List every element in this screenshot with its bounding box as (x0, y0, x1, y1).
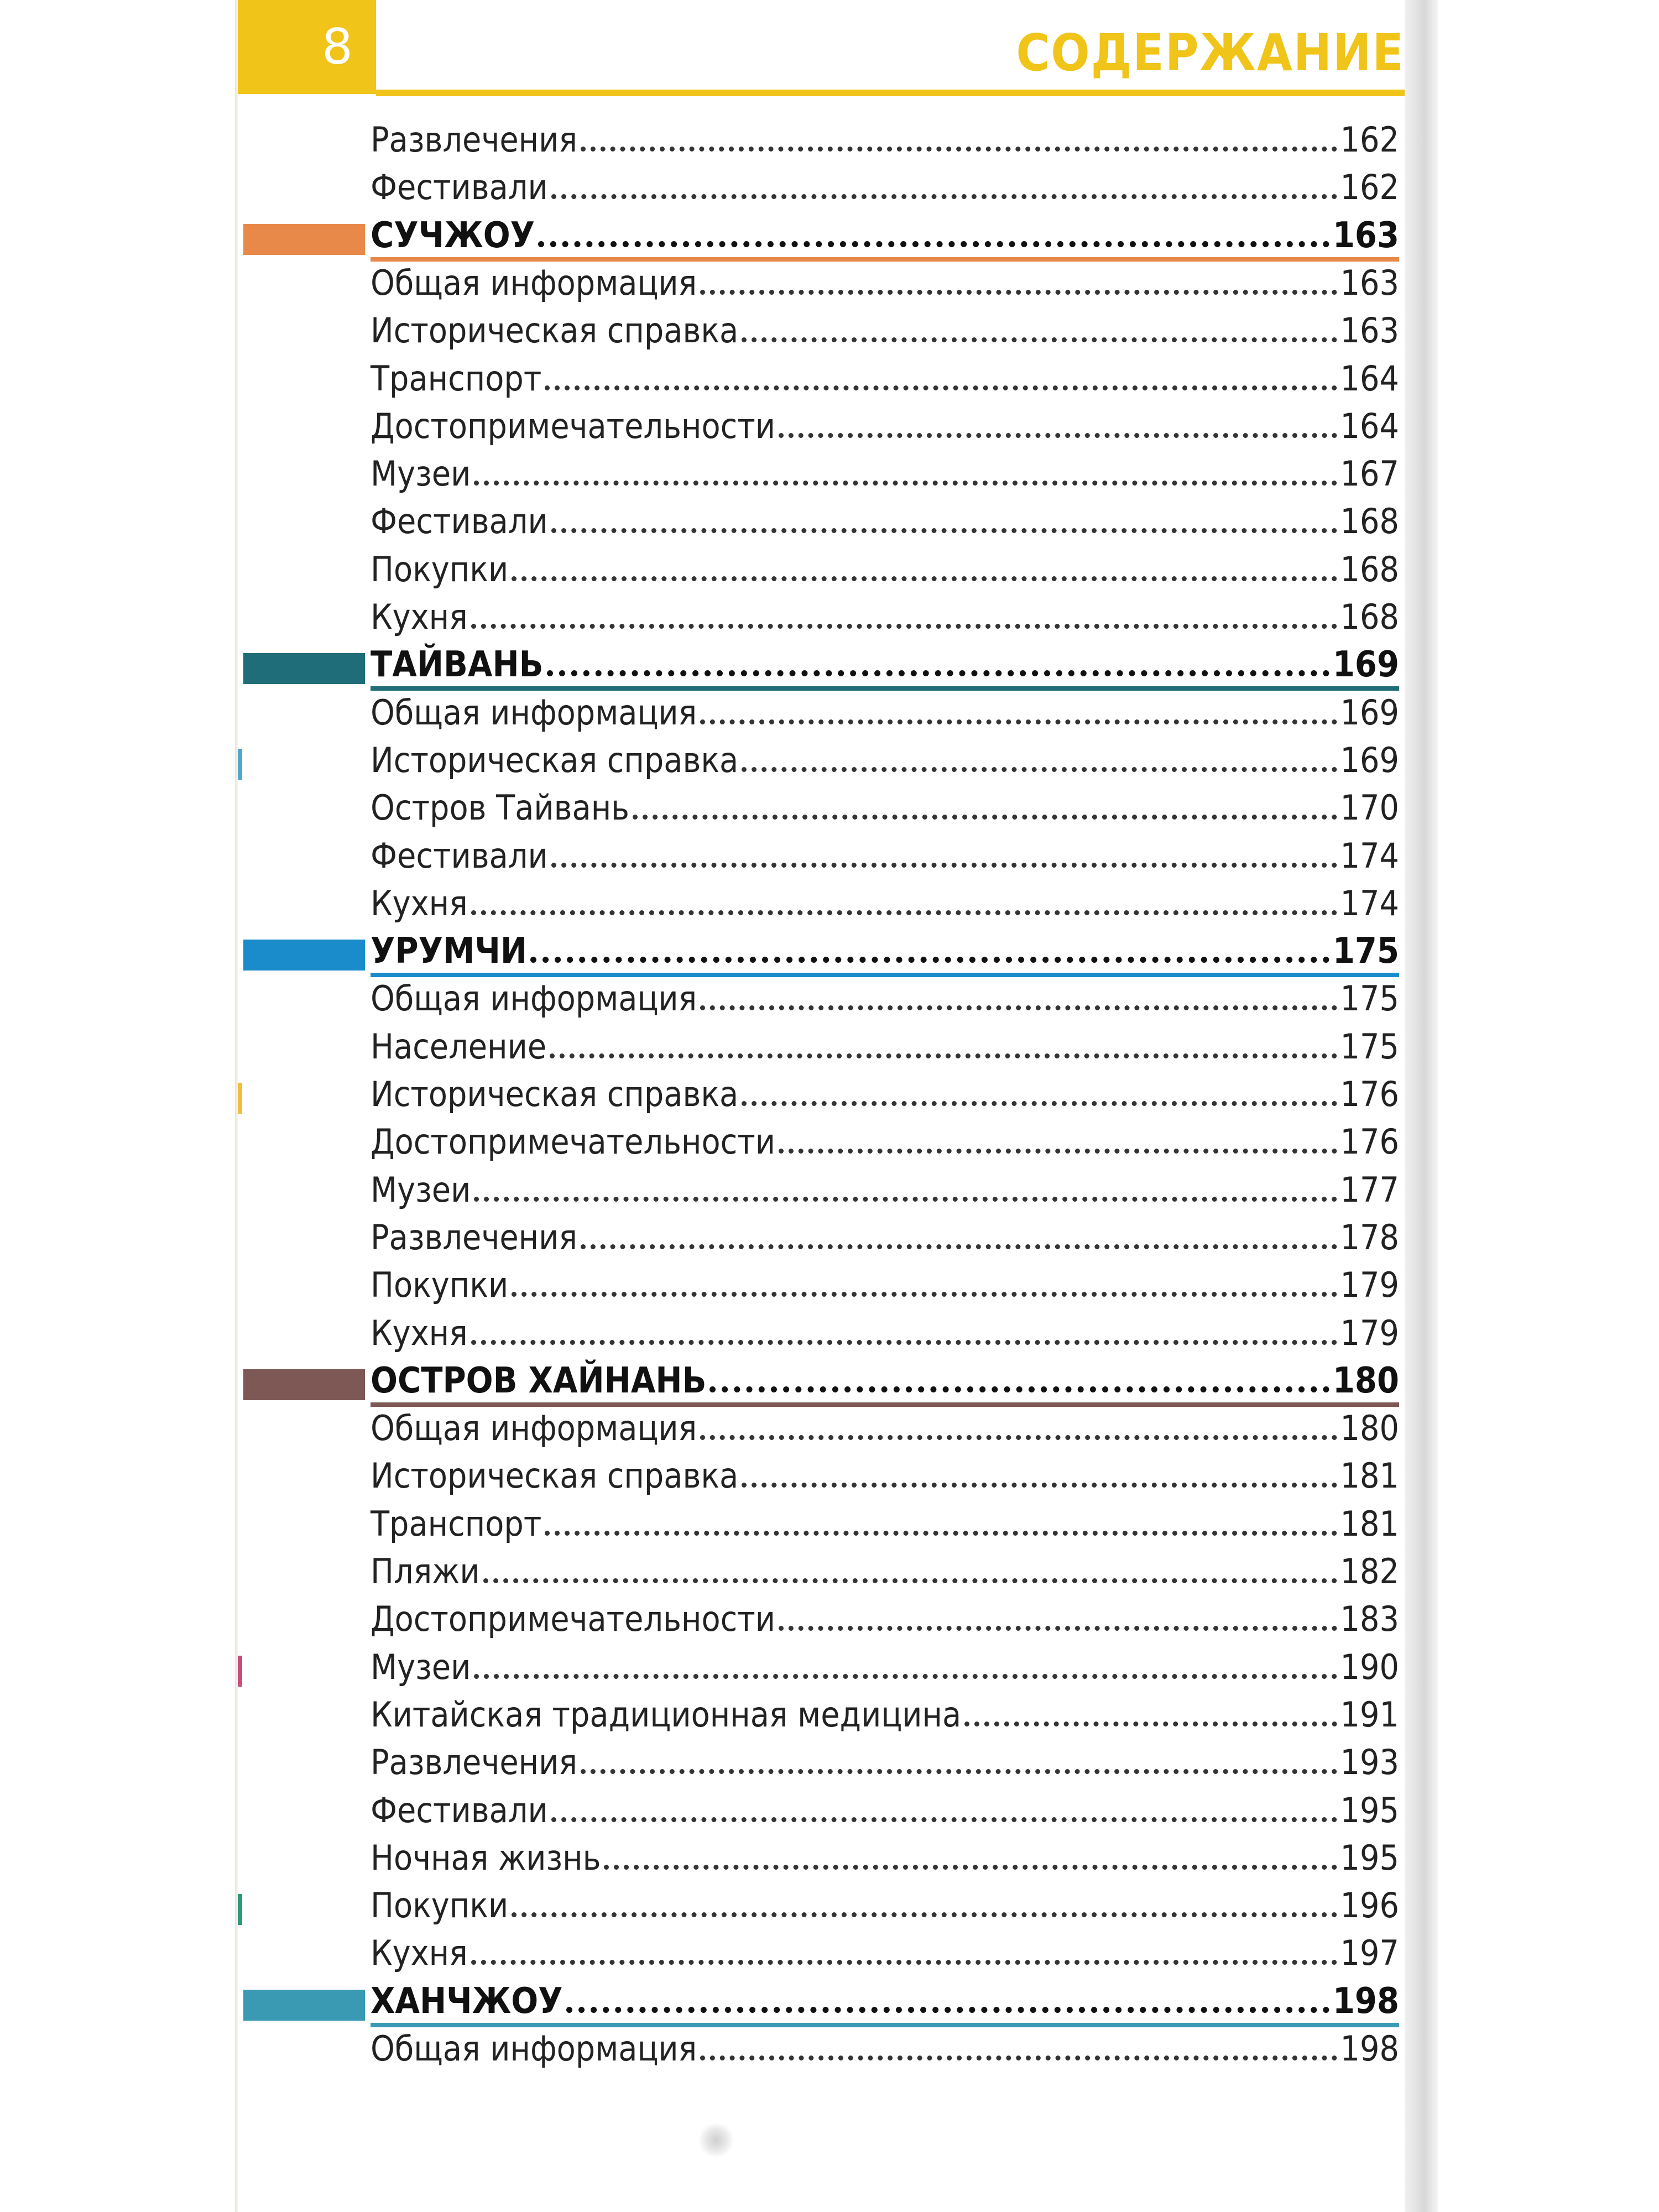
dot-leader (700, 714, 1337, 724)
toc-entry (371, 737, 1399, 784)
entry-page-number: 190 (1340, 1647, 1399, 1687)
entry-title: Население (371, 1026, 547, 1067)
entry-page-number: 181 (1340, 1504, 1399, 1544)
entry-page-number: 169 (1340, 692, 1399, 733)
entry-page-number: 175 (1340, 978, 1399, 1019)
toc-entry (371, 450, 1399, 498)
entry-title: Транспорт (371, 358, 542, 399)
dot-leader (581, 1239, 1337, 1249)
entry-page-number: 195 (1340, 1838, 1399, 1878)
entry-page-number: 195 (1340, 1790, 1399, 1830)
entry-title: Достопримечательности (371, 1121, 776, 1162)
toc-section-heading (371, 641, 1399, 688)
entry-page-number: 174 (1340, 836, 1399, 876)
entry-page-number: 162 (1340, 119, 1399, 160)
dot-leader (742, 332, 1337, 342)
section-title: УРУМЧИ (371, 931, 528, 972)
entry-title: Покупки (371, 1265, 509, 1305)
entry-page-number: 168 (1340, 597, 1399, 637)
entry-title: Историческая справка (371, 740, 739, 780)
entry-title: Историческая справка (371, 1074, 739, 1114)
entry-title: Фестивали (371, 167, 548, 207)
dot-leader (474, 1191, 1337, 1202)
toc-entry (371, 1310, 1399, 1357)
entry-page-number: 175 (1340, 1026, 1399, 1067)
entry-page-number: 198 (1340, 2028, 1399, 2069)
toc-entry (371, 116, 1399, 164)
dot-leader (550, 1048, 1337, 1058)
entry-page-number: 174 (1340, 883, 1399, 924)
entry-title: Достопримечательности (371, 406, 776, 446)
toc-entry (371, 880, 1399, 927)
toc-entry (371, 164, 1399, 211)
toc-entry (371, 1405, 1399, 1452)
dot-leader (566, 2001, 1329, 2013)
section-color-bar (243, 1369, 365, 1400)
dot-leader (700, 2050, 1337, 2060)
entry-page-number: 196 (1340, 1885, 1399, 1926)
toc-section-heading (371, 212, 1399, 259)
margin-color-tick (238, 749, 242, 780)
margin-color-tick (238, 1083, 242, 1114)
section-color-bar (243, 224, 365, 255)
toc-entry (371, 593, 1399, 641)
toc-entry (371, 355, 1399, 403)
toc-entry (371, 832, 1399, 880)
toc-entry (371, 1023, 1399, 1071)
toc-entry (371, 1166, 1399, 1214)
dot-leader (742, 1477, 1337, 1488)
entry-title: Музеи (371, 1170, 471, 1210)
entry-page-number: 177 (1340, 1170, 1399, 1210)
entry-page-number: 168 (1340, 501, 1399, 541)
dot-leader (604, 1859, 1337, 1870)
toc-entry (371, 1644, 1399, 1691)
dot-leader (512, 1907, 1337, 1917)
toc-entry (371, 1261, 1399, 1309)
dot-leader (581, 141, 1337, 152)
entry-page-number: 191 (1340, 1694, 1399, 1735)
entry-title: Транспорт (371, 1504, 542, 1544)
entry-title: Фестивали (371, 836, 548, 876)
dot-leader (471, 1334, 1337, 1345)
entry-title: Китайская традиционная медицина (371, 1694, 962, 1735)
toc-section-heading (371, 1978, 1399, 2025)
toc-entry (371, 975, 1399, 1022)
entry-title: Музеи (371, 1647, 471, 1687)
entry-page-number: 180 (1332, 1360, 1399, 1401)
dot-leader (633, 809, 1337, 820)
toc-entry (371, 1739, 1399, 1786)
toc-section-heading (371, 927, 1399, 975)
entry-page-number: 169 (1340, 740, 1399, 780)
entry-page-number: 164 (1340, 358, 1399, 399)
entry-page-number: 179 (1340, 1265, 1399, 1305)
entry-title: Историческая справка (371, 1455, 739, 1496)
entry-title: Кухня (371, 883, 468, 924)
entry-page-number: 198 (1332, 1981, 1399, 2022)
entry-title: Музеи (371, 453, 471, 494)
dot-leader (700, 1000, 1337, 1010)
entry-page-number: 164 (1340, 406, 1399, 446)
dot-leader (545, 1525, 1337, 1536)
entry-page-number: 193 (1340, 1742, 1399, 1782)
toc-entry (371, 1500, 1399, 1548)
margin-color-tick (238, 1894, 242, 1925)
toc-entry (371, 498, 1399, 545)
toc-entry (371, 1834, 1399, 1882)
dot-leader (538, 236, 1329, 247)
dot-leader (700, 1430, 1337, 1440)
dot-leader (964, 1716, 1337, 1726)
toc-entry (371, 1595, 1399, 1643)
section-title: СУЧЖОУ (371, 215, 535, 256)
dot-leader (530, 951, 1329, 963)
dot-leader (779, 1620, 1337, 1631)
toc-entry (371, 1452, 1399, 1500)
entry-title: Достопримечательности (371, 1599, 776, 1639)
entry-title: Остров Тайвань (371, 787, 630, 828)
entry-title: Покупки (371, 1885, 509, 1926)
entry-page-number: 176 (1340, 1074, 1399, 1114)
toc-entry (371, 2025, 1399, 2073)
dot-leader (512, 571, 1337, 581)
margin-color-tick (238, 1656, 242, 1687)
toc-entry (371, 1548, 1399, 1595)
entry-page-number: 163 (1332, 215, 1399, 256)
toc-entry (371, 689, 1399, 737)
toc-entry (371, 1882, 1399, 1929)
entry-title: Кухня (371, 1313, 468, 1353)
entry-title: Фестивали (371, 501, 548, 541)
entry-title: Фестивали (371, 1790, 548, 1830)
dot-leader (581, 1764, 1337, 1774)
dot-leader (545, 380, 1337, 390)
entry-page-number: 181 (1340, 1455, 1399, 1496)
entry-page-number: 163 (1340, 310, 1399, 351)
dot-leader (551, 189, 1337, 199)
entry-title: Общая информация (371, 2028, 697, 2069)
entry-title: Кухня (371, 597, 468, 637)
section-color-bar (243, 940, 365, 971)
entry-page-number: 170 (1340, 787, 1399, 828)
dot-leader (483, 1573, 1337, 1583)
dot-leader (779, 427, 1337, 438)
entry-title: Покупки (371, 549, 509, 589)
entry-title: Кухня (371, 1933, 468, 1973)
section-title: ТАЙВАНЬ (371, 644, 544, 685)
dot-leader (471, 1954, 1337, 1965)
entry-page-number: 183 (1340, 1599, 1399, 1639)
entry-title: Пляжи (371, 1551, 480, 1592)
dot-leader (779, 1143, 1337, 1154)
entry-title: Развлечения (371, 119, 577, 160)
entry-page-number: 182 (1340, 1551, 1399, 1592)
paper-speck (697, 2124, 735, 2157)
entry-page-number: 178 (1340, 1217, 1399, 1258)
entry-page-number: 176 (1340, 1121, 1399, 1162)
toc-entry (371, 546, 1399, 593)
dot-leader (471, 905, 1337, 915)
entry-title: Общая информация (371, 692, 697, 733)
dot-leader (700, 284, 1337, 295)
toc-entry (371, 1071, 1399, 1118)
entry-page-number: 180 (1340, 1408, 1399, 1448)
toc-entry (371, 1118, 1399, 1166)
entry-page-number: 162 (1340, 167, 1399, 207)
dot-leader (709, 1381, 1329, 1392)
entry-title: Общая информация (371, 263, 697, 303)
entry-page-number: 168 (1340, 549, 1399, 589)
contents-heading: СОДЕРЖАНИЕ (1016, 23, 1405, 82)
dot-leader (474, 1668, 1337, 1679)
dot-leader (742, 1095, 1337, 1106)
toc-entry (371, 1214, 1399, 1261)
dot-leader (551, 857, 1337, 868)
toc-entry (371, 784, 1399, 832)
dot-leader (551, 1812, 1337, 1822)
toc-section-heading (371, 1357, 1399, 1405)
entry-title: Историческая справка (371, 310, 739, 351)
entry-title: Развлечения (371, 1742, 577, 1782)
dot-leader (512, 1286, 1337, 1297)
entry-page-number: 163 (1340, 263, 1399, 303)
toc-entry (371, 1691, 1399, 1739)
toc-entry (371, 307, 1399, 354)
dot-leader (471, 618, 1337, 629)
entry-page-number: 179 (1340, 1313, 1399, 1353)
entry-page-number: 169 (1332, 644, 1399, 685)
dot-leader (742, 761, 1337, 772)
toc-entry (371, 1929, 1399, 1977)
section-color-bar (243, 1990, 365, 2021)
page-number: 8 (322, 18, 353, 75)
section-title: ХАНЧЖОУ (371, 1981, 563, 2022)
toc-entry (371, 1787, 1399, 1834)
entry-page-number: 197 (1340, 1933, 1399, 1973)
entry-page-number: 175 (1332, 931, 1399, 972)
section-title: ОСТРОВ ХАЙНАНЬ (371, 1360, 707, 1401)
section-color-bar (243, 653, 365, 684)
entry-title: Общая информация (371, 1408, 697, 1448)
dot-leader (547, 665, 1329, 676)
entry-page-number: 167 (1340, 453, 1399, 494)
entry-title: Ночная жизнь (371, 1838, 601, 1878)
entry-title: Общая информация (371, 978, 697, 1019)
entry-title: Развлечения (371, 1217, 577, 1258)
toc-entry (371, 259, 1399, 307)
dot-leader (551, 523, 1337, 533)
toc-entry (371, 403, 1399, 450)
dot-leader (474, 475, 1337, 486)
